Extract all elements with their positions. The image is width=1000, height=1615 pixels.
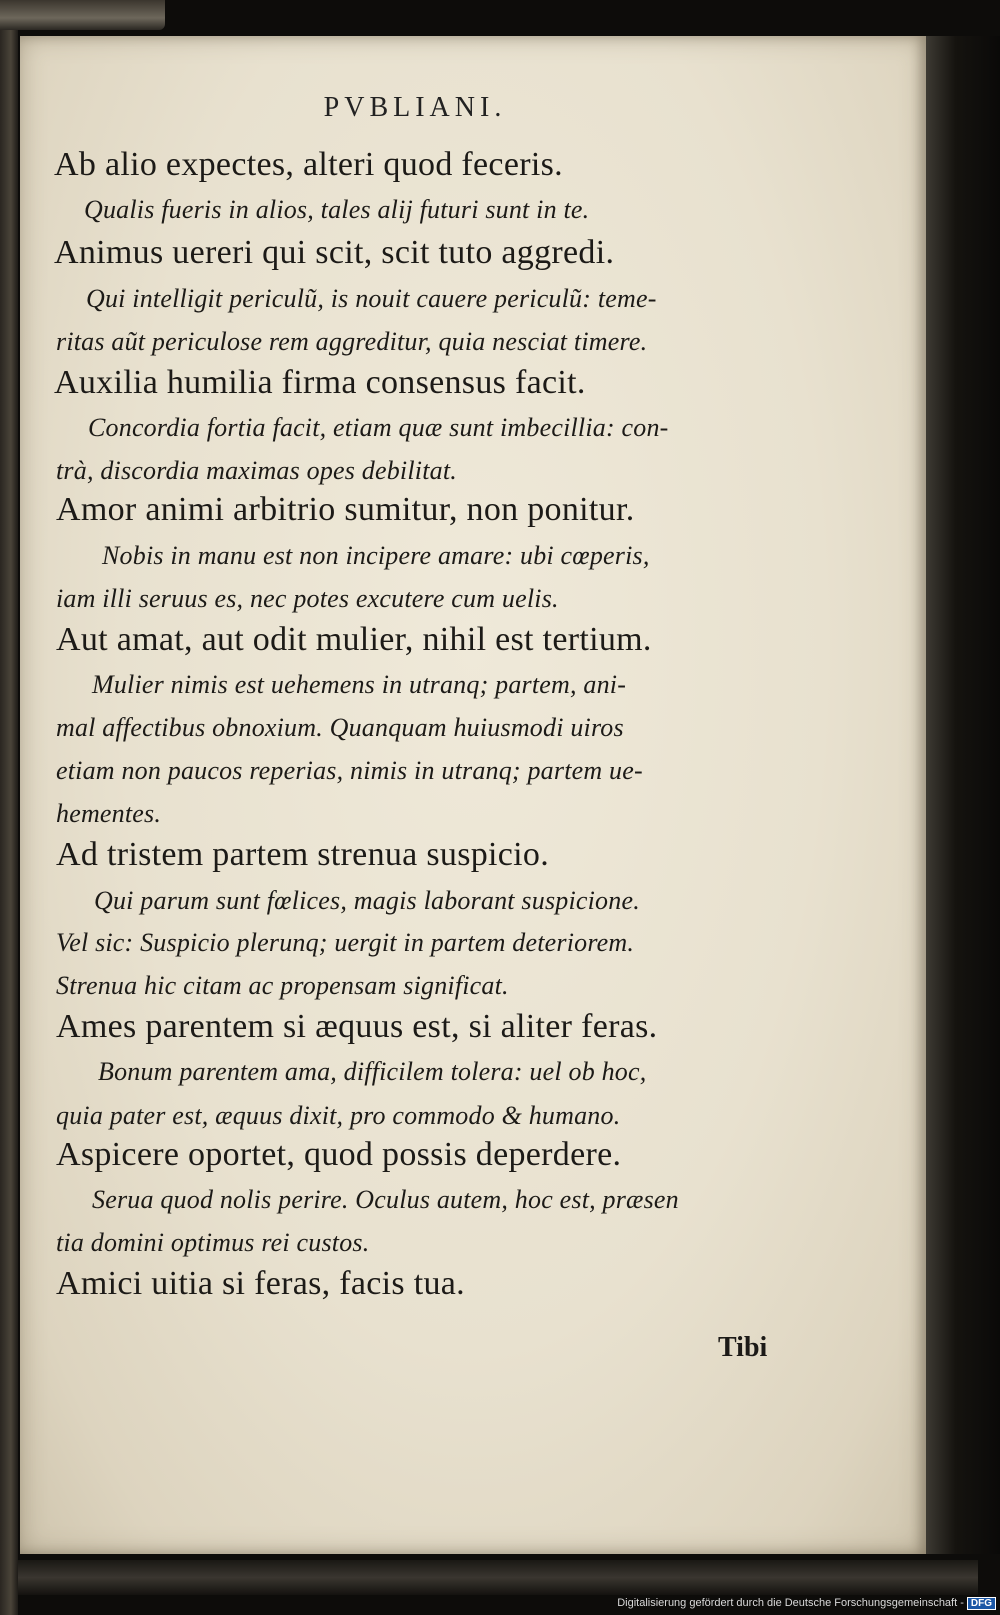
book-edge-bottom [18,1560,978,1595]
text-line: quia pater est, æquus dixit, pro commodo & humano. [56,1101,621,1130]
text-line: Aspicere oportet, quod possis deperdere. [56,1136,622,1173]
text-line: Ames parentem si æquus est, si aliter feras. [56,1008,658,1045]
text-line: tia domini optimus rei custos. [56,1228,370,1257]
text-line: Serua quod nolis perire. Oculus autem, hoc est, præsen [92,1185,679,1214]
text-line: Qualis fueris in alios, tales alij futuri sunt in te. [84,195,590,224]
text-line: Vel sic: Suspicio plerunq; uergit in partem deteriorem. [56,928,635,957]
text-line: Qui intelligit periculũ, is nouit cauere periculũ: teme- [86,284,657,313]
text-line: Mulier nimis est uehemens in utranq; partem, ani- [92,670,627,699]
text-line: hementes. [56,799,162,828]
text-line: Concordia fortia facit, etiam quæ sunt imbecillia: con- [88,413,669,442]
text-line: Amici uitia si feras, facis tua. [56,1265,465,1302]
dfg-logo-icon: DFG [967,1597,996,1610]
catchword: Tibi [718,1332,768,1363]
book-edge-left [0,0,18,1615]
text-line: etiam non paucos reperias, nimis in utranq; partem ue- [56,756,643,785]
text-line: Animus uereri qui scit, scit tuto aggredi. [54,234,615,271]
text-line: Ad tristem partem strenua suspicio. [56,836,550,873]
text-line: Nobis in manu est non incipere amare: ubi cœperis, [102,541,650,570]
text-line: Qui parum sunt fœlices, magis laborant suspicione. [94,886,640,915]
text-line: trà, discordia maximas opes debilitat. [56,456,457,485]
text-line: Strenua hic citam ac propensam significat. [56,971,509,1000]
text-line: mal affectibus obnoxium. Quanquam huiusmodi uiros [56,713,624,742]
text-line: ritas aũt periculose rem aggreditur, quia nesciat timere. [56,327,648,356]
book-edge-right [926,36,1000,1554]
text-line: Amor animi arbitrio sumitur, non ponitur. [56,491,635,528]
running-head: PVBLIANI. [323,92,507,123]
text-line: Aut amat, aut odit mulier, nihil est tertium. [56,621,652,658]
credit-text: Digitalisierung gefördert durch die Deutsche Forschungsgemeinschaft - [617,1597,964,1609]
text-line: Bonum parentem ama, difficilem tolera: uel ob hoc, [98,1057,647,1086]
text-line: Auxilia humilia firma consensus facit. [54,364,586,401]
digitization-credit [617,1597,996,1610]
book-edge-top [0,0,165,30]
text-line: Ab alio expectes, alteri quod feceris. [54,146,563,183]
text-line: iam illi seruus es, nec potes excutere cum uelis. [56,584,559,613]
